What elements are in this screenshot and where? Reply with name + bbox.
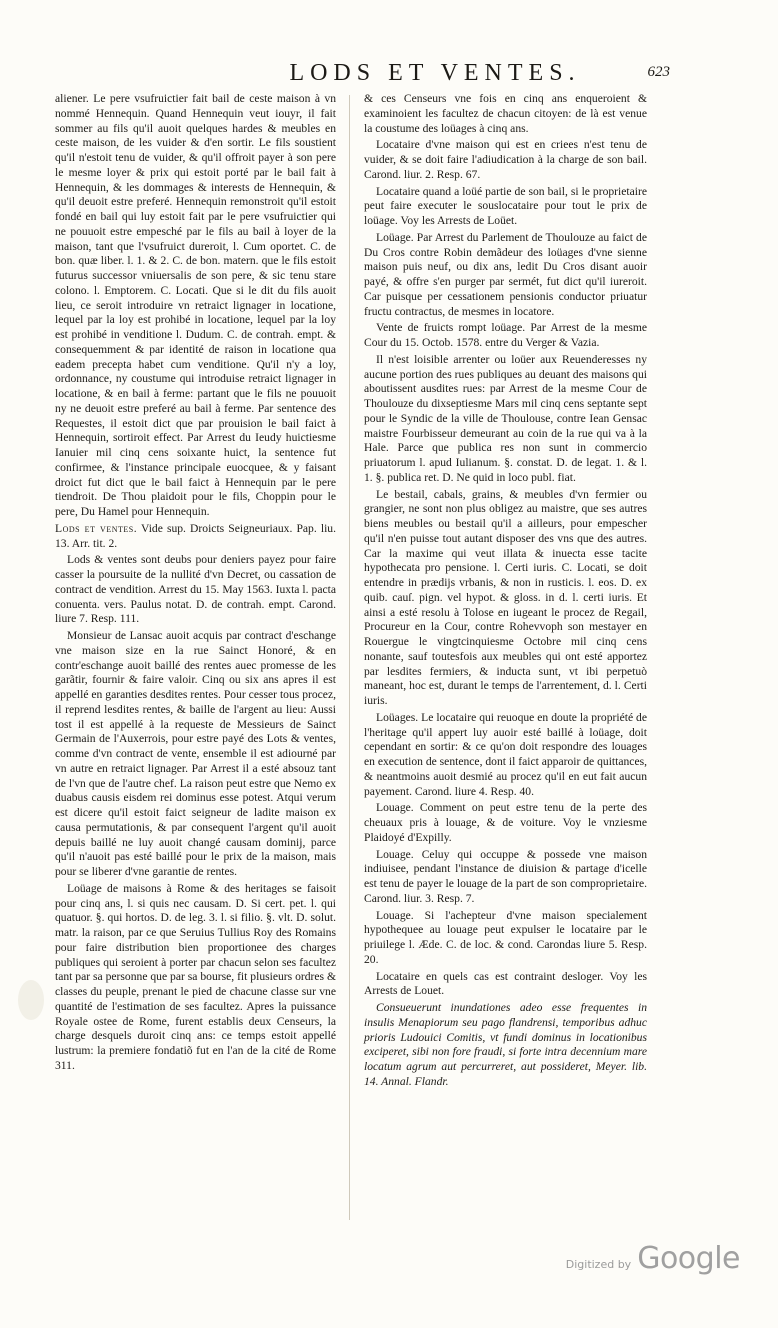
paragraph-lods-ventes-heading [55, 522, 336, 552]
page-number: 623 [647, 64, 670, 80]
watermark-prefix: Digitized by [565, 1258, 632, 1271]
paragraph-decret: Lods & ventes sont deubs pour deniers payez pour faire casser la poursuite de la nullité d'vn Decret, ou cassation de contract de vendition. Arrest du 15. May 1563. Iuxta l. pacta conuenta. vers. Paulus notat. D. de contrah. empt. Carond. liure 7. Resp. 111. [55, 553, 336, 626]
digitized-watermark [566, 1241, 740, 1276]
paragraph-desloger: Locataire en quels cas est contraint desloger. Voy les Arrests de Louet. [364, 969, 647, 998]
paragraph-vente-fruicts: Vente de fruicts rompt loüage. Par Arrest de la mesme Cour du 15. Octob. 1578. entre du Verger & Vazia. [364, 321, 647, 349]
google-logo: Google [637, 1241, 740, 1276]
running-title: LODS ET VENTES. [289, 60, 581, 86]
paragraph-criees: Locataire d'vne maison qui est en criees n'est tenu de vuider, & se doit faire l'adiudication à la charge de son bail. Carond. liur. 2. Resp. 67. [364, 138, 647, 181]
paragraph-cheuaux: Louage. Comment on peut estre tenu de la perte des cheuaux pris à louage, & de voiture. Voy le vnziesme Plaidoyé d'Expilly. [364, 801, 647, 844]
paragraph-reuenderesses: Il n'est loisible arrenter ou loüer aux Reuenderesses ny aucune portion des rues publiques au deuant des maisons qui aboutissent ausdites rues: par Arrest de la mesme Cour de Thoulouze du dixseptiesme Mars mil cinq cens septante sept pour le Syndic de la ville de Thoulouse, contre Iean Gensac maistre Fourbisseur demeurant au coin de la rue qui va à la Hale. Parce que publica res non sunt in commercio priuatorum l. apud Iulianum. §. constat. D. de legat. 1. & l. 1. §. publica ret. D. Ne quid in loco publ. fiat. [364, 352, 647, 484]
section-reference: Vide sup. Droicts Seigneuriaux. Pap. liu. 13. Arr. tit. 2. [55, 521, 336, 550]
paragraph-lansac: Monsieur de Lansac auoit acquis par contract d'eschange vne maison size en la rue Sainct Honoré, & en contr'eschange auoit baillé des rentes auec promesse de les garãtir, fournir & faire valoir. Cinq ou six ans apres il est appellé en garanties desdites rentes. Pour cesser tous procez, il reprend lesdites rentes, & baille de l'argent au lieu: Aussi tost il est appellé à la requeste de Messieurs de Sainct Germain de l'Auxerrois, pour estre payé des Lots & ventes, comme d'vn contract de vente, ensemble il est adiourné par vn autre en retraict lignager. Par Arrest il a esté absouz tant de l'vn que de l'autre chef. La raison peut estre que Nemo ex duabus causis eisdem rei dominus esse potest. Atqui verum est dicere qu'il estoit faict seigneur de ladite maison ex causa permutationis, & par consequent l'argent qu'il auoit depuis baillé ne luy auoit changé causam dominij, parce qu'il n'auoit pas esté baillé pour le prix de la maison, mais pour se liberer d'vne garantie de rentes. [55, 629, 336, 878]
right-column [364, 92, 647, 1090]
left-column [55, 92, 336, 1074]
paragraph-inundationes: Consueuerunt inundationes adeo esse frequentes in insulis Menapiorum seu pago flandrensi, temporibus adhuc prioris Ludouici Comitis, vt fundi dominus in locationibus exciperet, sibi non fore fraudi, si forte intra decennium mare locatum agrum aut percurreret, aut possideret, Meyer. lib. 14. Annal. Flandr. [364, 1001, 647, 1088]
paragraph-du-cros: Loüage. Par Arrest du Parlement de Thoulouze au faict de Du Cros contre Robin demãdeur des loüages d'vne sienne maison puis neuf, ou dix ans, ledit Du Cros disant auoir payé, & offre s'en purger par sermét, fut dict qu'il iureroit. Car puisque per cessationem pensionis conductor priuatur fructu contractus, de mesmes in locatore. [364, 230, 647, 318]
paragraph-hennequin-case: aliener. Le pere vsufruictier fait bail de ceste maison à vn nommé Hennequin. Quand Hennequin veut iouyr, il fait sommer au fils qu'il auoit quelques hardes & meubles en ceste maison, de les vuider & d'en sortir. Le fils soustient qu'il n'estoit tenu de vuider, & qu'il offroit payer à son pere le mesme loyer & prix qui estoit porté par le bail fait à Hennequin, & les dommages & interests de Hennequin, & qu'il deuoit estre preferé. Hennequin remonstroit qu'il estoit fondé en bail qui luy estoit fait par le pere vsufruictier qui ne pouuoit estre empesché par le fils au bail à loyer de la maison, tant que l'vsufruict dureroit, l. Cum oportet. C. de bon. quæ liber. l. 1. & 2. C. de bon. matern. que le fils estoit futurus successor vniuersalis de son pere, & sic tenu stare colono. l. Emptorem. C. Locati. Que si le dit du fils auoit lieu, ce seroit introduire vn retraict lignager in locatione, lequel par la loy est prohibé in locatione, lequel par la loy est prohibé in venditione l. Dudum. C. de contrah. empt. & consequemment & par identité de raison in locatione qua eadem precepta habet cum venditione. Qu'il n'y a loy, ordonnance, ny coustume qui introduise retraict lignager in locatione, & en bail à ferme: partant que le fils ne pouuoit ny ne deuoit estre preferé au bail à ferme. Par sentence des Requestes, il estoit dict que par prouision le bail faict à Hennequin, sortiroit effect. Par Arrest du Ieudy huictiesme Ianuier mil cinq cens soixante huict, la sentence fut confirmee, & l'instance principale euocquee, & y faisant droict fut dict que le bail faict à Hennequin par le pere tiendroit. De Thou plaidoit pour le fils, Choppin pour le pere, Du Hamel pour Hennequin. [55, 92, 336, 518]
paragraph-indiuisee: Louage. Celuy qui occuppe & possede vne maison indiuisee, pendant l'instance de diuision & partage d'icelle est tenu de payer le louage de la part de son comproprietaire. Carond. liur. 3. Resp. 7. [364, 847, 647, 905]
paragraph-censeurs: & ces Censeurs vne fois en cinq ans enqueroient & examinoient les facultez de chacun citoyen: de là est venue la coustume des loüages à cinq ans. [364, 92, 647, 135]
paragraph-achepteur: Louage. Si l'achepteur d'vne maison specialement hypothequee au louage peut expulser le locataire par le priuilege l. Æde. C. de loc. & cond. Carondas liure 5. Resp. 20. [364, 908, 647, 966]
page-header [200, 60, 670, 90]
paragraph-souslocataire: Locataire quand a loüé partie de son bail, si le proprietaire peut faire executer le souslocataire pour tout le prix de loüage. Voy les Arrests de Loüet. [364, 184, 647, 227]
paragraph-bestail: Le bestail, cabals, grains, & meubles d'vn fermier ou grangier, ne sont non plus obligez au maistre, que ses autres biens meubles ou bestail qu'il a ailleurs, pour empescher qu'il n'en puisse tout autant disposer des vns que des autres. Car la maxime qui veut illata & inuecta esse tacite hypothecata pro pensione. l. Certi iuris. C. Locati, se doit entendre in prædijs vrbanis, & non in rusticis. l. eos. D. ex quib. cauſ. pign. vel hypot. & gloss. in d. l. certi iuris. Et ainsi a esté resolu à Tolose en iugeant le procez de Regail, Procureur en la Cour, contre Rohevvoph son mestayer en Rouergue le vingtcinquiesme Octobre mil cinq cens nonante, sauf toutesfois aux meubles qui ont esté apportez par lesdites fermiers, & inducta sunt, vt ibi perpetuò maneant, hoc est, durant le temps de l'arrentement, d. l. Certi iuris. [364, 487, 647, 707]
paper-stain [18, 980, 44, 1020]
paragraph-rome-louage: Loüage de maisons à Rome & des heritages se faisoit pour cinq ans, l. si quis nec causam. D. Si cert. pet. l. qui quatuor. §. qui hortos. D. de leg. 3. l. si filio. §. vlt. D. solut. matr. la raison, par ce que Seruius Tullius Roy des Romains pour faire distribution bien proportionee des charges publiques qui seroient à porter par chacun selon ses facultez tant par sa personne que par sa bourse, fit plusieurs ordres & classes du peuple, prenant le pied de chacune classe sur vne quantité de l'estimation de ses facultez. Apres la puissance Royale ostee de Rome, furent establis deux Censeurs, la charge desquels duroit cinq ans: ce temps estoit appellé lustrum: la premiere fondatiõ fut en l'an de la cité de Rome 311. [55, 881, 336, 1072]
column-gutter [349, 95, 350, 1220]
section-heading: Lods et ventes. [55, 521, 138, 535]
paragraph-louages-propriete: Loüages. Le locataire qui reuoque en doute la propriété de l'heritage qu'il appert luy auoir esté baillé à loüage, doit cependant en sortir: & ce qu'on doit respondre des louages en execution de sentence, dont il faict apparoir de quittances, & neantmoins auoit desmié au procez qu'il en eut fait aucun payement. Carond. liure 4. Resp. 40. [364, 710, 647, 798]
